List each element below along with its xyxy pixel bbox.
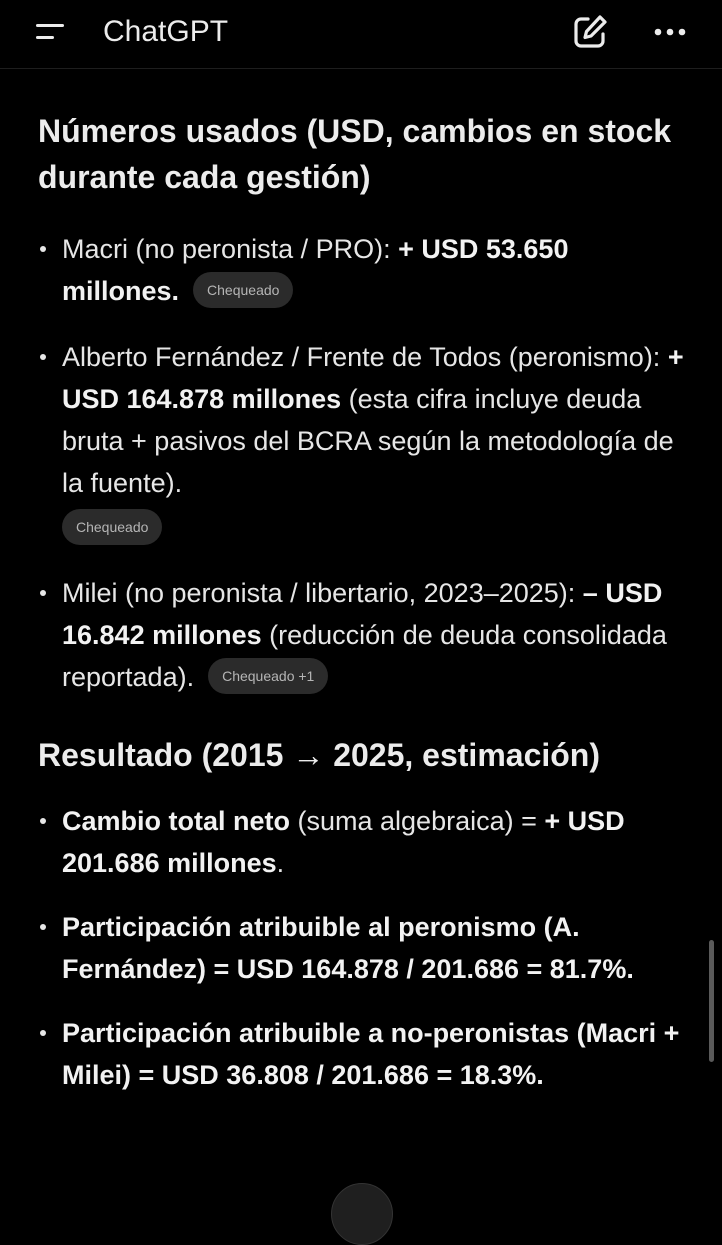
item-bold: (A. Fernández) = USD 164.878 / 201.686 = 81.7%. [62, 911, 634, 984]
item-text: . [276, 847, 285, 878]
compose-icon[interactable] [568, 10, 612, 54]
menu-icon[interactable] [30, 14, 74, 48]
pencil-square-icon [568, 10, 612, 54]
list-item-peronismo [38, 906, 688, 990]
menu-line [36, 24, 64, 27]
list-item-macri [38, 228, 688, 312]
item-bold: Participación atribuible a no-peronistas [62, 1017, 570, 1048]
item-bold: (Macri + Milei) = USD 36.808 / 201.686 = 18.3%. [62, 1017, 680, 1090]
numbers-list [38, 228, 688, 698]
item-bold: + USD 53.650 millones. [62, 234, 569, 306]
item-bold: + USD 201.686 millones [62, 805, 625, 878]
scrollbar[interactable] [709, 940, 714, 1062]
source-chip[interactable]: Chequeado [193, 272, 293, 308]
item-bold: Cambio total neto [62, 805, 290, 836]
list-item-fernandez [38, 336, 688, 548]
app-title: ChatGPT [103, 15, 229, 48]
source-chip[interactable]: Chequeado +1 [208, 658, 328, 694]
item-text: Milei (no peronista / libertario, 2023–2025): [62, 577, 583, 608]
top-bar [0, 0, 722, 69]
list-item-no-peronistas [38, 1012, 688, 1096]
item-bold: Participación atribuible al peronismo [62, 911, 537, 942]
item-text: Macri (no peronista / PRO): [62, 234, 399, 264]
result-list [38, 800, 688, 1096]
item-bold: + USD 164.878 millones [62, 342, 684, 414]
more-options-icon[interactable] [648, 10, 692, 54]
section-heading-numbers: Números usados (USD, cambios en stock durante cada gestión) [38, 113, 672, 195]
item-text: (suma algebraica) = [290, 805, 545, 836]
section-heading-result: Resultado (2015 → 2025, estimación) [38, 736, 600, 773]
item-text: (esta cifra incluye deuda bruta + pasivos del BCRA según la metodología de la fuente). [62, 384, 674, 498]
item-text: (reducción de deuda consolidada reportada). [62, 619, 667, 692]
assistant-message [38, 108, 688, 1118]
source-chip[interactable]: Chequeado [62, 509, 162, 545]
ellipsis-icon [648, 10, 692, 54]
item-bold: – USD 16.842 millones [62, 577, 663, 650]
menu-line [36, 36, 54, 39]
list-item-milei [38, 572, 688, 698]
list-item-total [38, 800, 688, 884]
scroll-down-button[interactable] [331, 1183, 393, 1245]
item-text: Alberto Fernández / Frente de Todos (peronismo): [62, 342, 668, 372]
